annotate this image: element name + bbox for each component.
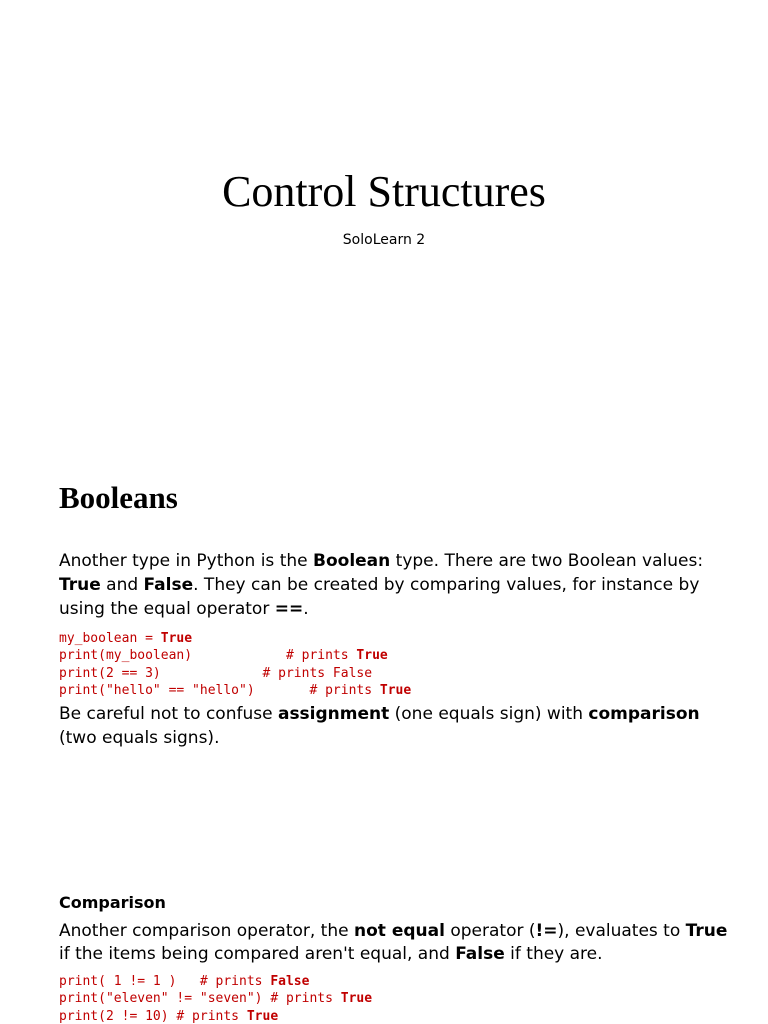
- bold-run: assignment: [277, 704, 390, 724]
- code-line: [59, 1008, 372, 1024]
- text-run: (two equals signs).: [59, 728, 220, 748]
- booleans-intro-paragraph: [59, 549, 729, 621]
- code-line: [59, 647, 411, 664]
- text-run: (one equals sign) with: [389, 704, 589, 724]
- text-run: if the items being compared aren't equal, and: [59, 944, 456, 964]
- code-text: my_boolean =: [59, 631, 161, 646]
- slide-subtitle: SoloLearn 2: [342, 232, 426, 248]
- code-line: [59, 682, 411, 699]
- code-text: print(my_boolean) # prints: [59, 648, 357, 664]
- section-heading-comparison: Comparison: [59, 893, 166, 912]
- code-line: [59, 665, 411, 682]
- text-run: if they are.: [504, 944, 603, 964]
- code-text: print("eleven" != "seven") # prints: [59, 991, 341, 1007]
- text-run: Another type in Python is the: [59, 551, 313, 571]
- bold-run: True: [59, 575, 101, 595]
- bold-run: True: [685, 921, 728, 941]
- code-keyword: False: [270, 974, 310, 989]
- bold-run: not equal: [354, 921, 445, 941]
- code-block-comparison: [59, 973, 372, 1024]
- text-run: type. There are two Boolean values:: [390, 551, 704, 571]
- slide-title: Control Structures: [222, 167, 546, 216]
- bold-run: !=: [535, 921, 558, 941]
- text-run: and: [100, 575, 144, 595]
- section-heading-booleans: Booleans: [59, 480, 178, 515]
- code-line: [59, 973, 372, 990]
- code-keyword: True: [160, 631, 193, 646]
- bold-run: comparison: [588, 704, 700, 724]
- code-keyword: True: [356, 648, 388, 664]
- text-run: operator (: [444, 921, 536, 941]
- code-text: print(2 != 10) # prints: [59, 1008, 247, 1024]
- code-keyword: True: [246, 1008, 279, 1024]
- bold-run: Boolean: [313, 551, 391, 571]
- code-line: [59, 990, 372, 1007]
- code-keyword: True: [340, 991, 373, 1007]
- careful-paragraph: [59, 702, 729, 750]
- code-line: [59, 630, 411, 647]
- code-text: print(2 == 3) # prints False: [59, 665, 373, 681]
- bold-run: ==: [274, 599, 304, 619]
- text-run: . They can be created by comparing values, for instance by using the equal operator: [59, 575, 700, 619]
- text-run: ), evaluates to: [557, 921, 686, 941]
- text-run: .: [303, 599, 309, 619]
- code-block-booleans: [59, 630, 411, 699]
- code-text: print("hello" == "hello") # prints: [59, 682, 380, 698]
- text-run: Be careful not to confuse: [59, 704, 278, 724]
- bold-run: False: [455, 944, 505, 964]
- comparison-paragraph: [59, 920, 729, 966]
- bold-run: False: [143, 575, 194, 595]
- code-text: print( 1 != 1 ) # prints: [59, 974, 271, 989]
- text-run: Another comparison operator, the: [59, 921, 354, 941]
- code-keyword: True: [379, 682, 412, 698]
